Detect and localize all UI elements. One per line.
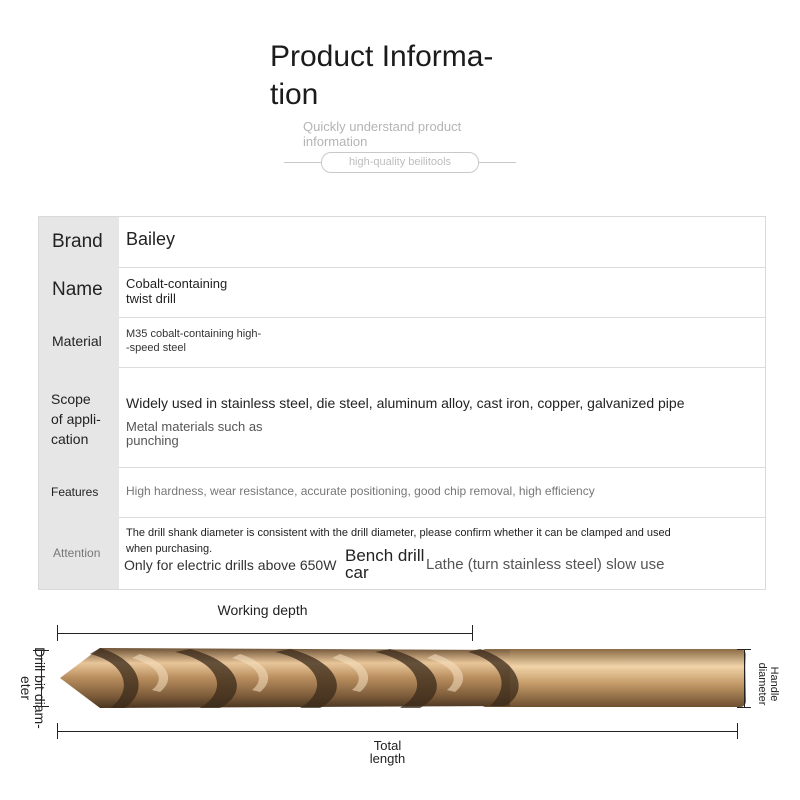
row-divider [119, 467, 765, 468]
material-value: M35 cobalt-containing high- -speed steel [126, 328, 262, 354]
attention-value: The drill shank diameter is consistent with the drill diameter, please confirm whether it can be clamped and used when purchasing. [126, 527, 671, 555]
name-value: Cobalt-containing twist drill [126, 276, 228, 306]
features-label: Features [51, 485, 99, 499]
dimension-tick [57, 723, 58, 739]
working-depth-line [57, 633, 473, 634]
page-title: Product Informa- tion [270, 40, 494, 111]
drill-shank [480, 649, 746, 707]
brand-badge: high-quality beilitools [321, 152, 479, 173]
name-label: Name [52, 279, 103, 300]
material-label: Material [52, 333, 102, 349]
total-length-label: Total length [369, 738, 406, 766]
features-value: High hardness, wear resistance, accurate positioning, good chip removal, high efficiency [126, 484, 595, 498]
attention-note-power: Only for electric drills above 650W [124, 557, 337, 573]
drill-bit-image [40, 640, 760, 720]
dimension-tick [472, 625, 473, 641]
brand-label: Brand [52, 231, 103, 252]
handle-diameter-line [744, 649, 745, 707]
row-divider [119, 267, 765, 268]
page-subtitle: Quickly understand product information [303, 119, 462, 149]
handle-diameter-label: Handle diameter [756, 662, 780, 706]
working-depth-label: Working depth [217, 602, 308, 618]
brand-value: Bailey [126, 229, 176, 249]
attention-note-lathe: Lathe (turn stainless steel) slow use [426, 556, 665, 573]
drill-diameter-label: Drill bit diam- eter [18, 647, 48, 729]
dimension-tick [57, 625, 58, 641]
scope-value-extra: Metal materials such as punching [126, 419, 263, 448]
spec-table [38, 216, 766, 590]
dimension-tick [737, 707, 751, 708]
row-divider [119, 367, 765, 368]
total-length-line [57, 731, 738, 732]
dimension-tick [737, 723, 738, 739]
row-divider [119, 317, 765, 318]
scope-value-main: Widely used in stainless steel, die steel, aluminum alloy, cast iron, copper, galvanized pipe [126, 395, 685, 411]
row-divider [119, 517, 765, 518]
scope-label: Scope of appli- cation [51, 391, 101, 447]
attention-note-bench: Bench drill car [345, 546, 425, 582]
attention-label: Attention [53, 546, 101, 560]
